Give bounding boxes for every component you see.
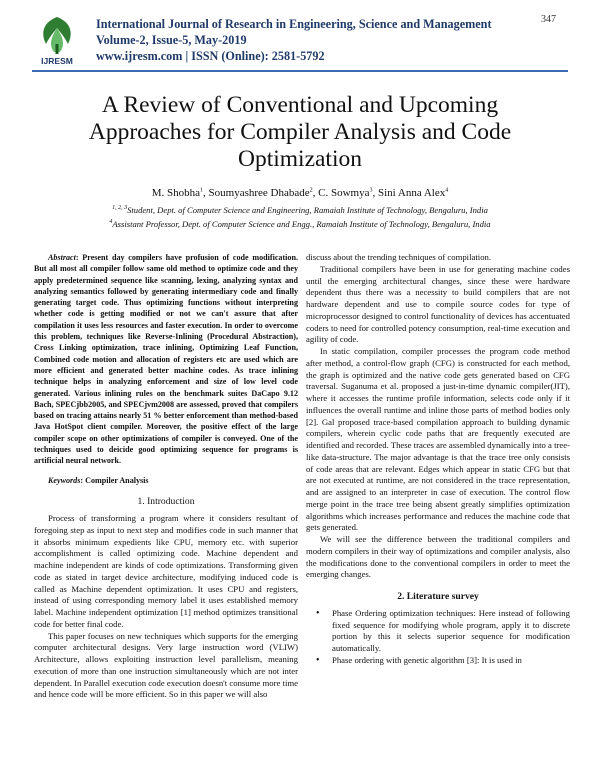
affiliation-professor: $^4$Assistant Professor, Dept. of Computer Science and Engg., Ramaiah Institute of Technology, Bengaluru, India bbox=[109, 219, 491, 229]
paragraph-difference: We will see the difference between the traditional compilers and modern compilers in their way of optimizations and compiler analysis, also the modifications done to the conventional compilers in order to meet the emerging changes. bbox=[306, 534, 570, 580]
survey-list bbox=[330, 608, 570, 667]
journal-name: International Journal of Research in Engineering, Science and Management bbox=[96, 17, 492, 31]
intro-paragraph-1: Process of transforming a program where it considers resultant of foregoing step as input to next step and modifies code in such manner that it absorbs minimum expedients like CPU, memory etc. with superior accomplishment is called optimizing code. Machine dependent and machine independent are kinds of code optimizations. Transforming given code as stated in target device architecture, modifying induced code is called as Machine dependent optimization. It uses CPU and registers, instead of using corresponding memory label it uses established memory label. Machine independent optimization [1] method optimizes transitional code for better final code. bbox=[34, 513, 298, 629]
journal-volume: Volume-2, Issue-5, May-2019 bbox=[96, 33, 247, 47]
header-rule bbox=[32, 70, 568, 72]
paper-title bbox=[40, 92, 560, 173]
paragraph-traditional: Traditional compilers have been in use for generating machine codes until the emerging architectural changes, since these were hardware dependent thus there was a necessity to build compilers that are not hardware dependent and use to compile source codes for type of microprocessor designed to control functionality of devices has accentuated coders to need for controlled potency consumption, real-time execution and agility of code. bbox=[306, 263, 570, 345]
title-line-1: A Review of Conventional and Upcoming bbox=[101, 92, 499, 118]
section-heading-introduction: 1. Introduction bbox=[137, 496, 195, 508]
paragraph-continued: discuss about the trending techniques of compilation. bbox=[306, 252, 492, 262]
journal-info bbox=[96, 16, 492, 64]
ijresm-logo bbox=[32, 14, 82, 66]
author: M. Shobha$^1$, bbox=[151, 187, 209, 199]
title-line-2: Approaches for Compiler Analysis and Code bbox=[88, 119, 512, 145]
right-column bbox=[306, 252, 570, 667]
section-heading-literature-survey: 2. Literature survey bbox=[397, 591, 479, 602]
list-item: • Phase Ordering optimization techniques: Here instead of following fixed sequence for modifying whole program, apply it to discrete portion by this it selects superior sequence for modification automatically. bbox=[330, 608, 570, 655]
keywords: Keywords: Compiler Analysis bbox=[48, 475, 149, 485]
paragraph-static-compilation: In static compilation, compiler processes the program code method after method, a control-flow graph (CFG) is constructed for each method, the graph is optimized and the native code gets generated based on CFG traversal. Suganuma et al. proposed a just-in-time dynamic compiler(JIT), where it accesses the runtime profile information, selects code only if it influences the overall runtime and inline those parts of method bodies only [2]. Gal proposed trace-based compilation approach to building dynamic compilers, wherein cyclic code paths that are frequently executed are identified and recorded. These traces are assembled dynamically into a tree-like data-structure. The major advantage is that the trace tree only consists of code areas that are relevant. Edges which appear in static CFG but that are not executed at runtime, are not considered in the trace representation, and are assigned to an interpreter in case of execution. The control flow merge point in the trace tree being absent greatly simplifies optimization algorithms which increases performance and reduces the machine code that gets generated. bbox=[306, 346, 570, 533]
left-column bbox=[34, 252, 298, 701]
journal-site[interactable]: www.ijresm.com | ISSN (Online): 2581-5792 bbox=[96, 49, 325, 63]
page-number: 347 bbox=[541, 14, 556, 25]
author: C. Sowmya$^3$, bbox=[318, 187, 378, 199]
list-item: • Phase ordering with genetic algorithm [3]: It is used in bbox=[330, 655, 570, 667]
journal-header bbox=[32, 14, 572, 66]
intro-paragraph-2: This paper focuses on new techniques which supports for the emerging computer architectural designs. Very large instruction word (VLIW) Architecture, allows exploiting instruction level parallelism, meaning execution of more than one instruction simultaneously which are not inter dependent. In Parallel execution code execution doesn't consume more time and hence code will be more efficient. So in this paper we will also bbox=[34, 630, 298, 700]
author: Sini Anna Alex$^4$ bbox=[378, 187, 449, 199]
logo-text: IJRESM bbox=[41, 56, 73, 66]
abstract: Abstract: Present day compilers have profusion of code modification. But all most all compiler follow same old method to optimize code and they apply predetermined sequence like scanning, lexing, analyzing syntax and analyzing semantics followed by generating intermediary code and finally generating target code. Thus optimizing functions without interpreting whether code is getting modified or not we can't assure that after compilation it uses less resources and faster execution. In order to overcome this problem, techniques like Reverse-Inlining (Procedural Abstraction), Cross Linking optimization, trace inlining, Optimizing Leaf Function, Combined code motion and allocation of registers etc are used which are more efficient and generated better machine codes. As trace inlining technique helps in analyzing enforcement and size of low level code generated. Various inlining rules on the benchmark suites DaCapo 9.12 Bach, SPECjbb2005, and SPECjvm2008 are assessed, proved that compilers based on tracing attains nearly 51 % better enforcement than method-based Java HotSpot client compiler. Moreover, the positive effect of the large compiler scope on other optimizations of compiler is conveyed. One of the techniques used to deicide good optimizing sequence for programs is artificial neural network. bbox=[34, 253, 298, 466]
author: Soumyashree Dhabade$^2$, bbox=[208, 187, 319, 199]
affiliation-students: $^{1, 2, 3}$Student, Dept. of Computer Science and Engineering, Ramaiah Institute of Technology, Bengaluru, India bbox=[112, 205, 488, 215]
title-line-3: Optimization bbox=[237, 146, 362, 172]
author-list bbox=[40, 187, 560, 199]
